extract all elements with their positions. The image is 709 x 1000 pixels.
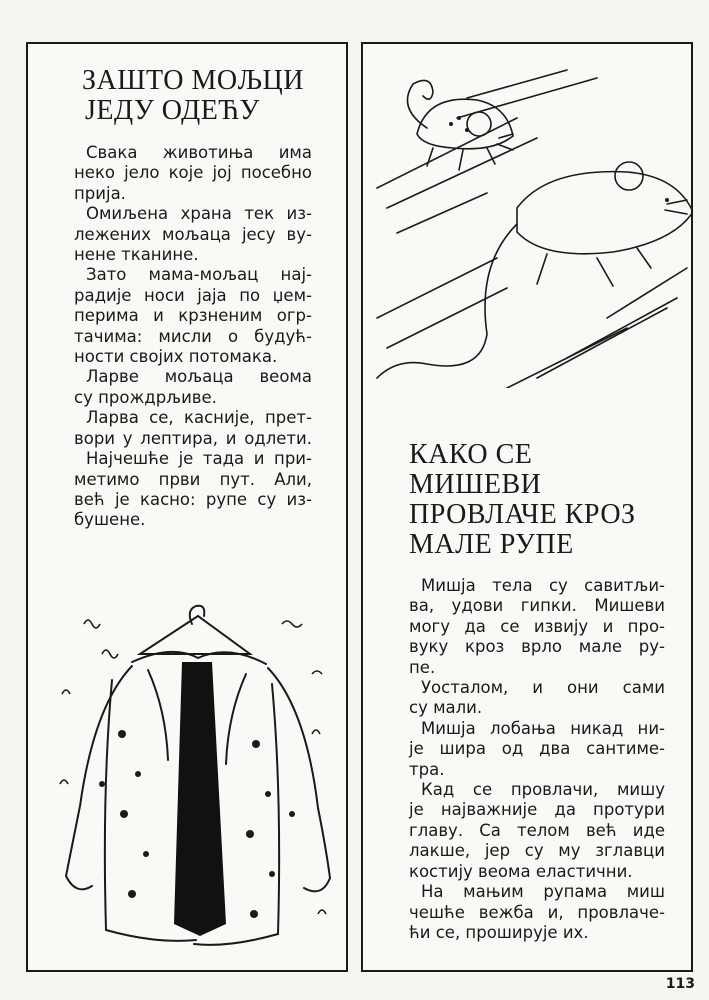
body-line: је најважније да протури	[409, 800, 665, 820]
body-line: су прождрљиве.	[74, 387, 217, 407]
body-line: радије носи јаја по џем-	[74, 285, 312, 305]
body-line: Мишја лобања никад ни-	[421, 718, 665, 738]
body-line: лежених мољаца јесу ву-	[74, 224, 312, 244]
body-line: Ларва се, касније, прет-	[86, 408, 312, 428]
page-number: 113	[665, 976, 695, 992]
body-line: тачима: мисли о будућ-	[74, 326, 312, 346]
body-line: главу. Са телом већ иде	[409, 820, 665, 840]
body-line: вуку кроз врло мале ру-	[409, 637, 665, 657]
body-line: прија.	[74, 183, 126, 203]
mice-illustration	[367, 58, 691, 388]
body-line: Најчешће је тада и при-	[86, 449, 312, 469]
title-line: ПРОВЛАЧЕ КРОЗ	[409, 499, 636, 530]
body-line: нене тканине.	[74, 245, 199, 265]
body-line: Кад се провлачи, мишу	[421, 780, 665, 800]
moth-eaten-coat-illustration	[42, 584, 338, 964]
body-line: тра.	[409, 759, 445, 779]
body-line: вори у лептира, и одлети.	[74, 428, 312, 448]
body-line: је шира од два сантиме-	[409, 739, 665, 759]
body-line: Мишја тела су савитљи-	[421, 576, 665, 595]
body-line: ћи се, проширује их.	[409, 922, 589, 942]
left-article-body	[74, 143, 312, 531]
body-line: чешће вежба и, провлаче-	[409, 902, 665, 922]
title-line: ЗАШТО МОЉЦИ	[82, 65, 304, 96]
body-line: ва, удови гипки. Мишеви	[409, 596, 665, 616]
left-article-panel	[26, 42, 348, 972]
right-article-title	[409, 440, 636, 560]
body-line: ности својих потомака.	[74, 347, 278, 367]
left-article-title	[82, 66, 304, 126]
title-line: МАЛЕ РУПЕ	[409, 529, 574, 560]
body-line: лакше, јер су му зглавци	[409, 841, 665, 861]
body-line: могу да се извију и про-	[409, 616, 665, 636]
body-line: пе.	[409, 657, 436, 677]
body-line: На мањим рупама миш	[421, 882, 665, 902]
body-line: метимо први пут. Али,	[74, 469, 312, 489]
title-line: ЈЕДУ ОДЕЋУ	[85, 95, 260, 126]
body-line: костију веома еластични.	[409, 861, 633, 881]
right-article-body	[409, 576, 665, 943]
title-line: КАКО СЕ	[409, 439, 533, 470]
body-line: Ларве мољаца веома	[86, 367, 312, 387]
body-line: неко јело које јој посебно	[74, 163, 312, 183]
body-line: већ је касно: рупе су из-	[74, 489, 312, 509]
body-line: Уосталом, и они сами	[421, 678, 665, 698]
right-article-panel	[361, 42, 693, 972]
body-line: бушене.	[74, 510, 146, 530]
body-line: Свака животиња има	[86, 143, 312, 162]
title-line: МИШЕВИ	[409, 469, 542, 500]
body-line: Зато мама-мољац нај-	[86, 265, 312, 285]
body-line: Омиљена храна тек из-	[86, 204, 312, 224]
body-line: перима и крзненим огр-	[74, 306, 312, 326]
body-line: су мали.	[409, 698, 483, 718]
